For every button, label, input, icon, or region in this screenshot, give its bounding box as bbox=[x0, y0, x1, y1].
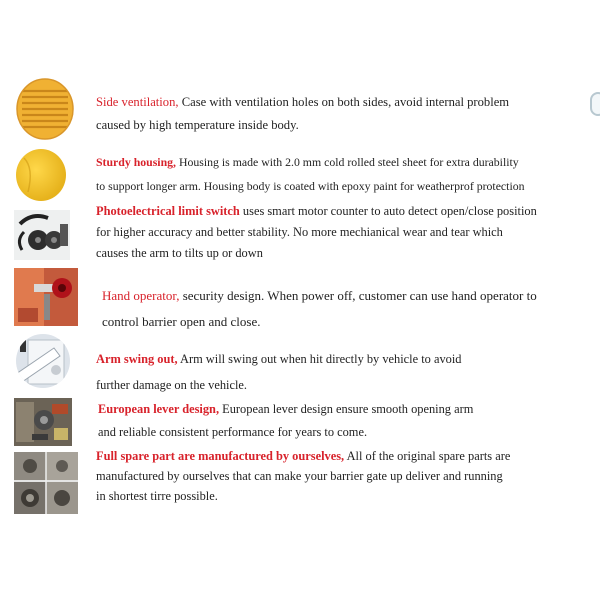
feature-text: Arm swing out, Arm will swing out when hit directly by vehicle to avoid further damage on the vehicle. bbox=[96, 352, 462, 392]
factory-parts-icon bbox=[14, 452, 78, 514]
feature-text: Hand operator, security design. When power off, customer can use hand operator to control barrier open and close. bbox=[102, 288, 537, 329]
feature-text: Side ventilation, Case with ventilation holes on both sides, avoid internal problem caused by high temperature inside body. bbox=[96, 95, 510, 132]
feature-text: European lever design, European lever design ensure smooth opening arm and reliable consistent performance for years to come. bbox=[98, 402, 474, 439]
feature-title: European lever design, bbox=[98, 402, 220, 416]
feature-title: Photoelectrical limit switch bbox=[96, 204, 240, 218]
feature-text: Photoelectrical limit switch uses smart motor counter to auto detect open/close position for higher accuracy and better stability. No more mechianical wear and tear which causes the arm to tilts up or down bbox=[96, 204, 537, 260]
feature-title: Sturdy housing, bbox=[96, 155, 176, 169]
feature-title: Full spare part are manufactured by ourselves, bbox=[96, 449, 345, 463]
feature-title: Arm swing out, bbox=[96, 352, 178, 366]
feature-text: Sturdy housing, Housing is made with 2.0 mm cold rolled steel sheet for extra durability to support longer arm. Housing body is coated with epoxy paint for weatherprof protection bbox=[96, 155, 525, 193]
feature-title: Hand operator, bbox=[102, 288, 180, 303]
feature-title: Side ventilation, bbox=[96, 95, 179, 109]
feature-text: Full spare part are manufactured by ourselves, All of the original spare parts are manufactured by ourselves that can make your barrier gate up deliver and running in shortest tirre possible. bbox=[96, 449, 511, 503]
